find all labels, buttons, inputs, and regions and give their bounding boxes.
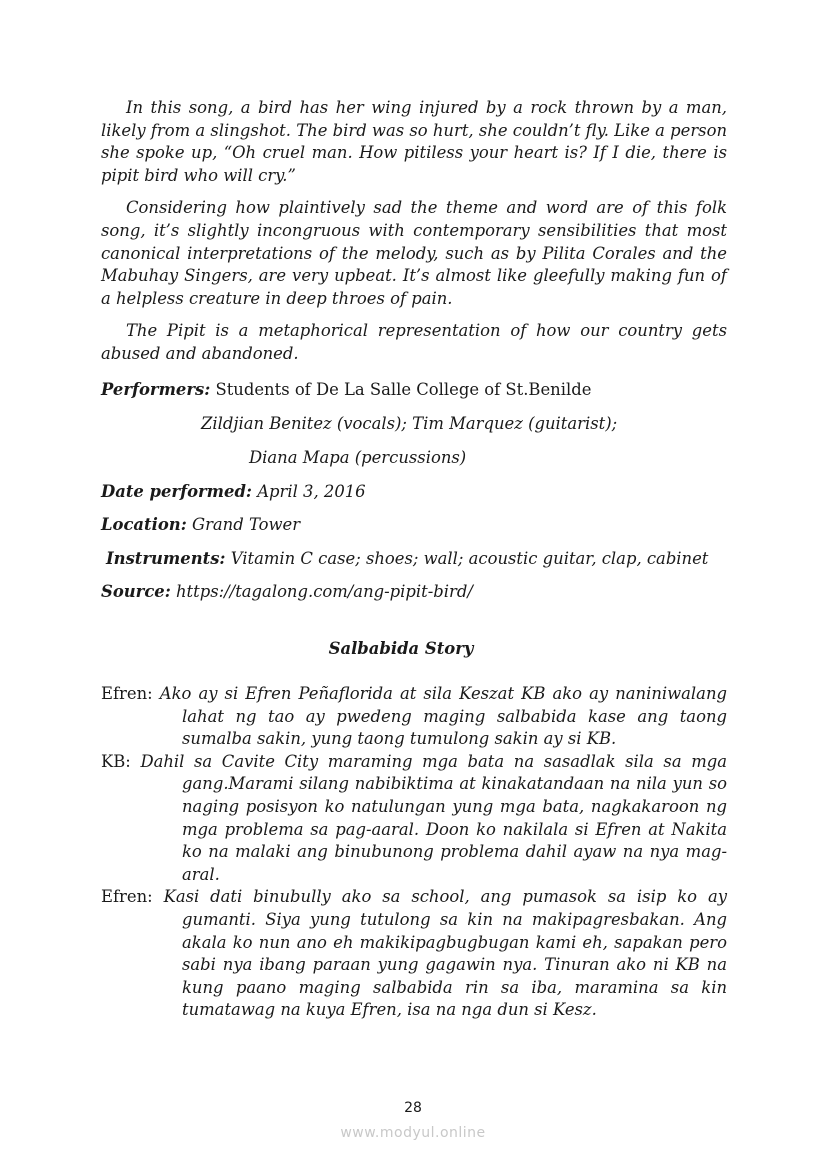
performers-line [101,379,591,401]
story-dialogue [101,683,727,1022]
instruments-label: Instruments: [106,549,226,568]
paragraph-2: Considering how plaintively sad the theme and word are of this folk song, it’s slightly incongruous with contemporary sensibilities that most canonical interpretations of the melody, such as by Pilita Corales and the Mabuhay Singers, are very upbeat. It’s almost like gleefully making fun of a helpless creature in deep throes of pain. [101,198,727,308]
date-line [101,481,366,503]
performers-line-2: Zildjian Benitez (vocals); Tim Marquez (guitarist); [201,414,618,433]
speaker-name: Efren: [101,684,153,703]
instruments-line [106,548,708,570]
page-content [101,97,727,376]
speech-text: Dahil sa Cavite City maraming mga bata na sasadlak sila sa mga gang.Marami silang nabibiktima at kinakatandaan na nila yun so naging posisyon ko natulungan yung mga bata, nagkakaroon ng mga problema sa pag-aaral. Doon ko nakilala si Efren at Nakita ko na malaki ang binubunong problema dahil ayaw na nya mag- aral. [140,751,728,884]
paragraph-3: The Pipit is a metaphorical representation of how our country gets abused and abandoned. [101,321,727,363]
dialogue-line [101,683,727,751]
location-line [101,514,300,536]
performers-value: Students of De La Salle College of St.Benilde [215,380,592,399]
source-link[interactable]: https://tagalong.com/ang-pipit-bird/ [176,582,473,601]
date-label: Date performed: [101,482,252,501]
speech-text: Kasi dati binubully ako sa school, ang pumasok sa isip ko ay gumanti. Siya yung tutulong sa kin na makipagresbakan. Ang akala ko nun ano eh makikipagbugbugan kami eh, sapakan pero sabi nya ibang paraan yung gagawin nya. Tinuran ako ni KB na kung paano maging salbabida rin sa iba, maramina sa kin tumatawag na kuya Efren, isa na nga dun si Kesz. [163,887,727,1020]
speaker-name: Efren: [101,887,153,907]
story-title: Salbabida Story [328,639,474,658]
performers-label: Performers: [101,380,211,399]
performers-line-3: Diana Mapa (percussions) [249,448,467,467]
paragraph-1: In this song, a bird has her wing injured by a rock thrown by a man, likely from a slingshot. The bird was so hurt, she couldn’t fly. Like a person she spoke up, “Oh cruel man. How pitiless your heart is? If I die, there is pipit bird who will cry.” [101,98,727,185]
dialogue-line [101,751,727,887]
source-label: Source: [101,582,171,601]
date-value: April 3, 2016 [257,482,366,501]
instruments-value: Vitamin C case; shoes; wall; acoustic guitar, clap, cabinet [230,549,709,568]
dialogue-line [101,886,727,1022]
speech-text: Ako ay si Efren Peñaflorida at sila Keszat KB ako ay naniniwalang lahat ng tao ay pwedeng maging salbabida kase ang taong sumalba sakin, yung taong tumulong sakin ay si KB. [159,684,727,749]
location-label: Location: [101,515,187,534]
speaker-name: KB: [101,751,131,771]
page-number: 28 [404,1100,422,1116]
watermark-url: www.modyul.online [340,1125,486,1141]
location-value: Grand Tower [191,515,301,534]
source-line [101,581,473,603]
